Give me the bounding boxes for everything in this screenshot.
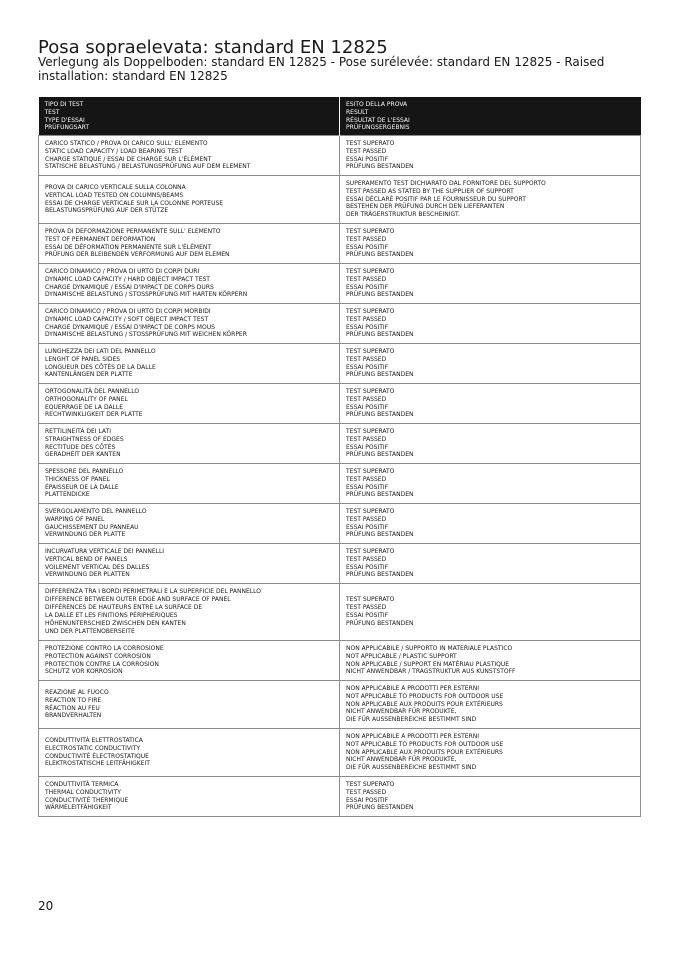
table-row — [39, 464, 641, 504]
test-type-cell: ORTOGONALITÀ DEL PANNELLO ORTHOGONALITY OF PANEL EQUERRAGE DE LA DALLE RECHTWINKLIGKEIT DER PLATTE — [39, 384, 340, 424]
column-header-result: ESITO DELLA PROVA RESULT RÉSULTAT DE L'ESSAI PRÜFUNGSERGEBNIS — [340, 97, 641, 136]
test-type-cell: PROVA DI DEFORMAZIONE PERMANENTE SULL' ELEMENTO TEST OF PERMANENT DEFORMATION ESSAI DE DÉFORMATION PERMANENTE SUR L'ÉLÉMENT PRÜFUNG DER BLEIBENDEN VERFORMUNG AUF DEM ELEMEN — [39, 224, 340, 264]
test-type-cell: LUNGHEZZA DEI LATI DEL PANNELLO LENGHT OF PANEL SIDES LONGUEUR DES CÔTÉS DE LA DALLE KANTENLÄNGEN DER PLATTE — [39, 344, 340, 384]
test-type-cell: CONDUTTIVITÀ TERMICA THERMAL CONDUCTIVITY CONDUCTIVITÉ THERMIQUE WÄRMELEITFÄHIGKEIT — [39, 777, 340, 817]
test-type-cell: INCURVATURA VERTICALE DEI PANNELLI VERTICAL BEND OF PANELS VOILEMENT VERTICAL DES DALLES VERWINDUNG DER PLATTEN — [39, 544, 340, 584]
table-row — [39, 729, 641, 777]
test-type-cell: PROVA DI CARICO VERTICALE SULLA COLONNA VERTICAL LOAD TESTED ON COLUMNS/BEAMS ESSAI DE CHARGE VERTICALE SUR LA COLONNE PORTEUSE BELASTUNGSPRÜFUNG AUF DER STÜTZE — [39, 176, 340, 224]
table-row — [39, 777, 641, 817]
table-row — [39, 681, 641, 729]
test-type-cell: DIFFERENZA TRA I BORDI PERIMETRALI E LA SUPERFICIE DEL PANNELLO DIFFERENCE BETWEEN OUTER EDGE AND SURFACE OF PANEL DIFFÉRENCES DE HAUTEURS ENTRE LA SURFACE DE LA DALLE ET LES FINITIONS PÉRIPHÉRIQUES HÖHENUNTERSCHIED ZWISCHEN DEN KANTEN UND DER PLATTENOBERSEITE — [39, 584, 340, 641]
result-cell: TEST SUPERATO TEST PASSED ESSAI POSITIF PRÜFUNG BESTANDEN — [340, 504, 641, 544]
result-cell: NON APPLICABILE / SUPPORTO IN MATERIALE PLASTICO NOT APPLICABLE / PLASTIC SUPPORT NON APPLICABLE / SUPPORT EN MATÉRIAU PLASTIQUE NICHT ANWENDBAR / TRAGSTRUKTUR AUS KUNSTSTOFF — [340, 641, 641, 681]
page-number: 20 — [38, 899, 54, 913]
result-cell: TEST SUPERATO TEST PASSED ESSAI POSITIF PRÜFUNG BESTANDEN — [340, 584, 641, 641]
table-header — [39, 97, 641, 136]
table-body — [39, 136, 641, 817]
result-cell: TEST SUPERATO TEST PASSED ESSAI POSITIF PRÜFUNG BESTANDEN — [340, 384, 641, 424]
result-cell: TEST SUPERATO TEST PASSED ESSAI POSITIF PRÜFUNG BESTANDEN — [340, 424, 641, 464]
table-row — [39, 384, 641, 424]
table-row — [39, 584, 641, 641]
table-row — [39, 304, 641, 344]
table-row — [39, 424, 641, 464]
result-cell: NON APPLICABILE A PRODOTTI PER ESTERNI NOT APPLICABLE TO PRODUCTS FOR OUTDOOR USE NON APPLICABLE AUX PRODUITS POUR EXTÉRIEURS NICHT ANWENDBAR FÜR PRODUKTE, DIE FÜR AUSSENBEREICHE BESTIMMT SIND — [340, 729, 641, 777]
table-row — [39, 641, 641, 681]
column-header-test-type: TIPO DI TEST TEST TYPE D'ESSAI PRÜFUNGSART — [39, 97, 340, 136]
result-cell: NON APPLICABILE A PRODOTTI PER ESTERNI NOT APPLICABLE TO PRODUCTS FOR OUTDOOR USE NON APPLICABLE AUX PRODUITS POUR EXTÉRIEURS NICHT ANWENDBAR FÜR PRODUKTE, DIE FÜR AUSSENBEREICHE BESTIMMT SIND — [340, 681, 641, 729]
result-cell: TEST SUPERATO TEST PASSED ESSAI POSITIF PRÜFUNG BESTANDEN — [340, 264, 641, 304]
page-subtitle: Verlegung als Doppelboden: standard EN 12825 - Pose surélevée: standard EN 12825 - Raised installation: standard EN 12825 — [38, 55, 605, 83]
result-cell: TEST SUPERATO TEST PASSED ESSAI POSITIF PRÜFUNG BESTANDEN — [340, 136, 641, 176]
test-type-cell: CONDUTTIVITÀ ELETTROSTATICA ELECTROSTATIC CONDUCTIVITY CONDUCTIVITÉ ÉLECTROSTATIQUE ELEKTROSTATISCHE LEITFÄHIGKEIT — [39, 729, 340, 777]
result-cell: TEST SUPERATO TEST PASSED ESSAI POSITIF PRÜFUNG BESTANDEN — [340, 777, 641, 817]
test-type-cell: REAZIONE AL FUOCO REACTION TO FIRE RÉACTION AU FEU BRANDVERHALTEN — [39, 681, 340, 729]
test-type-cell: RETTILINEITÀ DEI LATI STRAIGHTNESS OF EDGES RECTITUDE DES CÔTÉS GERADHEIT DER KANTEN — [39, 424, 340, 464]
result-cell: TEST SUPERATO TEST PASSED ESSAI POSITIF PRÜFUNG BESTANDEN — [340, 544, 641, 584]
table-row — [39, 344, 641, 384]
result-cell: TEST SUPERATO TEST PASSED ESSAI POSITIF PRÜFUNG BESTANDEN — [340, 304, 641, 344]
table-row — [39, 224, 641, 264]
table-row — [39, 136, 641, 176]
test-type-cell: CARICO DINAMICO / PROVA DI URTO DI CORPI DURI DYNAMIC LOAD CAPACITY / HARD OBJECT IMPACT TEST CHARGE DYNAMIQUE / ESSAI D'IMPACT DE CORPS DURS DYNAMISCHE BELASTUNG / STOSSPRÜFUNG MIT HARTEN KÖRPERN — [39, 264, 340, 304]
test-type-cell: CARICO DINAMICO / PROVA DI URTO DI CORPI MORBIDI DYNAMIC LOAD CAPACITY / SOFT OBJECT IMPACT TEST CHARGE DYNAMIQUE / ESSAI D'IMPACT DE CORPS MOUS DYNAMISCHE BELASTUNG / STOSSPRÜFUNG MIT WEICHEN KÖRPER — [39, 304, 340, 344]
test-results-table — [38, 97, 641, 817]
table-header-row — [39, 97, 641, 136]
page-title: Posa sopraelevata: standard EN 12825 — [38, 37, 388, 58]
result-cell: TEST SUPERATO TEST PASSED ESSAI POSITIF PRÜFUNG BESTANDEN — [340, 464, 641, 504]
test-type-cell: SPESSORE DEL PANNELLO THICKNESS OF PANEL ÉPAISSEUR DE LA DALLE PLATTENDICKE — [39, 464, 340, 504]
table-row — [39, 504, 641, 544]
result-cell: TEST SUPERATO TEST PASSED ESSAI POSITIF PRÜFUNG BESTANDEN — [340, 344, 641, 384]
test-type-cell: CARICO STATICO / PROVA DI CARICO SULL' ELEMENTO STATIC LOAD CAPACITY / LOAD BEARING TEST CHARGE STATIQUE / ESSAI DE CHARGE SUR L'ÉLÉMENT STATISCHE BELASTUNG / BELASTUNGSPRÜFUNG AUF DEM ELEMENT — [39, 136, 340, 176]
test-type-cell: SVERGOLAMENTO DEL PANNELLO WARPING OF PANEL GAUCHISSEMENT DU PANNEAU VERWINDUNG DER PLATTE — [39, 504, 340, 544]
result-cell: TEST SUPERATO TEST PASSED ESSAI POSITIF PRÜFUNG BESTANDEN — [340, 224, 641, 264]
table-row — [39, 544, 641, 584]
test-type-cell: PROTEZIONE CONTRO LA CORROSIONE PROTECTION AGAINST CORROSION PROTECTION CONTRE LA CORROSION SCHUTZ VOR KORROSION — [39, 641, 340, 681]
table-row — [39, 264, 641, 304]
table-row — [39, 176, 641, 224]
result-cell: SUPERAMENTO TEST DICHIARATO DAL FORNITORE DEL SUPPORTO TEST PASSED AS STATED BY THE SUPPLIER OF SUPPORT ESSAI DÉCLARÉ POSITIF PAR LE FOURNISSEUR DU SUPPORT BESTEHEN DER PRÜFUNG DURCH DEN LIEFERANTEN DER TRÄGERSTRUKTUR BESCHEINIGT. — [340, 176, 641, 224]
